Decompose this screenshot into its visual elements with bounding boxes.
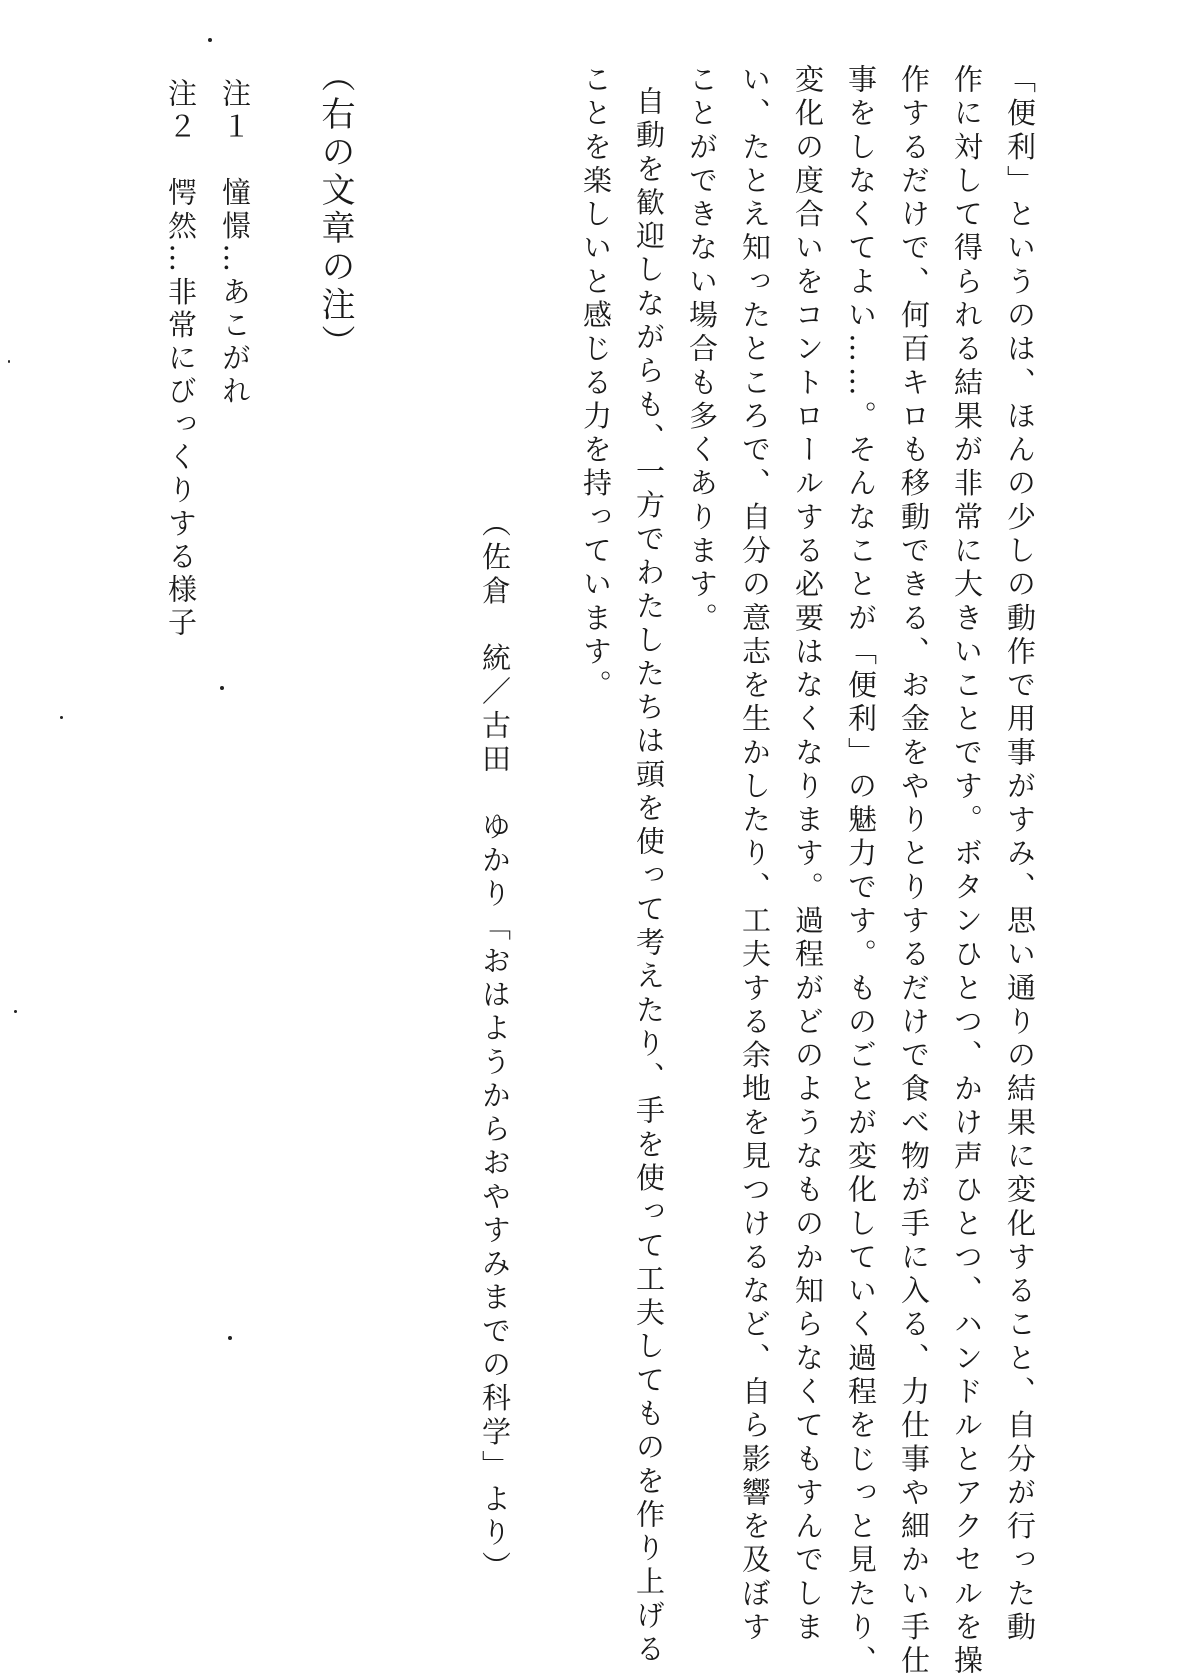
passage-line-9: ことを楽しいと感じる力を持っています。	[579, 64, 613, 704]
passage-line-6: い、たとえ知ったところで、自分の意志を生かしたり、工夫する余地を見つけるなど、自ら影響を及ぼす	[738, 64, 772, 1646]
passage-line-3: 作するだけで、何百キロも移動できる、お金をやりとりするだけで食べ物が手に入る、力仕事や細かい手仕	[897, 64, 931, 1679]
scan-speck	[220, 686, 224, 690]
passage-line-8: 自動を歓迎しながらも、一方でわたしたちは頭を使って考えたり、手を使って工夫してものを作り上げる	[632, 86, 666, 1668]
scan-speck	[60, 716, 63, 719]
passage-line-1: 「便利」というのは、ほんの少しの動作で用事がすみ、思い通りの結果に変化すること、自分が行った動	[1003, 64, 1037, 1646]
scan-speck	[8, 360, 10, 363]
citation: （佐倉 統／古田 ゆかり「おはようからおやすみまでの科学」より）	[478, 508, 512, 1585]
scan-speck	[228, 1336, 232, 1340]
scan-speck	[208, 38, 212, 42]
note-2: 注２ 愕然…非常にびっくりする様子	[164, 78, 198, 641]
note-1: 注１ 憧憬…あこがれ	[218, 78, 252, 409]
scan-speck	[14, 1010, 17, 1013]
notes-title: （右の文章の注）	[315, 58, 355, 363]
passage-line-4: 事をしなくてよい……。そんなことが「便利」の魅力です。ものごとが変化していく過程をじっと見たり、	[844, 64, 878, 1679]
passage-line-7: ことができない場合も多くあります。	[685, 64, 719, 636]
passage-line-2: 作に対して得られる結果が非常に大きいことです。ボタンひとつ、かけ声ひとつ、ハンドルとアクセルを操	[950, 64, 984, 1679]
passage-line-5: 変化の度合いをコントロールする必要はなくなります。過程がどのようなものか知らなくてもすんでしま	[791, 64, 825, 1646]
